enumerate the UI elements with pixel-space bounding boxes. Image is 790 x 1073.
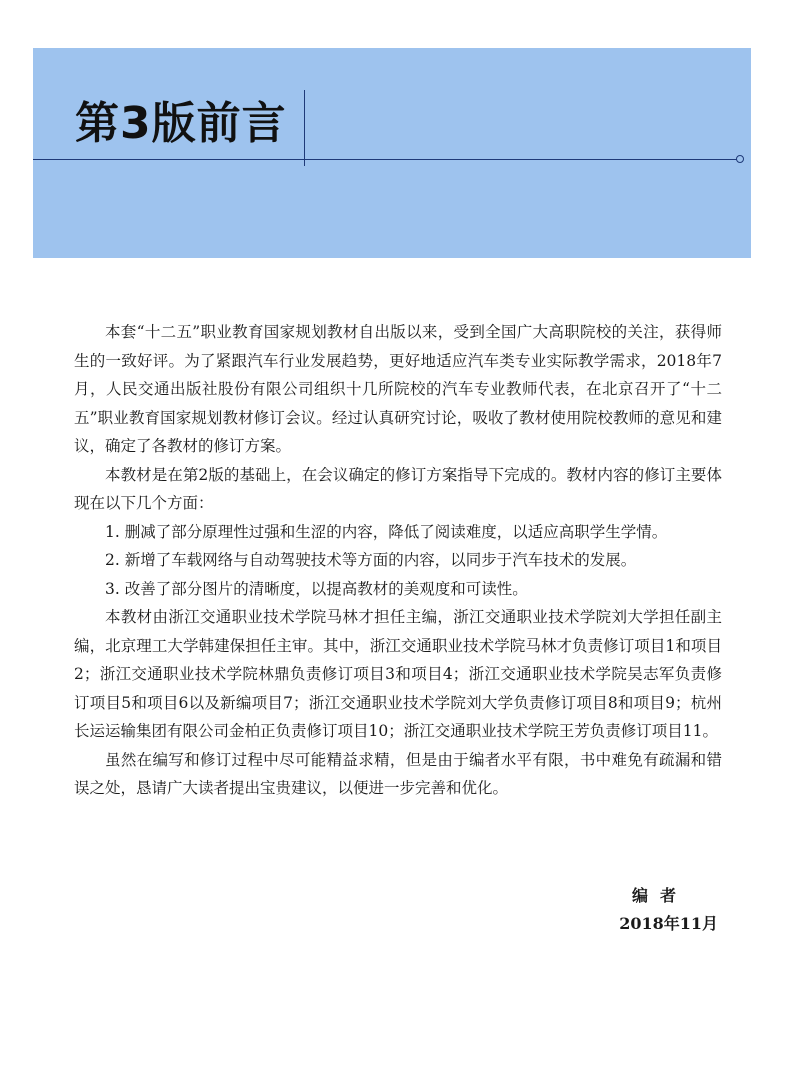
signature-author: 编者 [631, 886, 688, 905]
list-item-1: 1. 删减了部分原理性过强和生涩的内容，降低了阅读难度，以适应高职学生学情。 [105, 522, 668, 541]
header-band [33, 48, 751, 258]
title-underline [33, 159, 738, 160]
signature-block [619, 882, 718, 938]
paragraph-intro: 本套“十二五”职业教育国家规划教材自出版以来，受到全国广大高职院校的关注，获得师生的一致好评。为了紧跟汽车行业发展趋势，更好地适应汽车类专业实际教学需求，2018年7月，人民交通出版社股份有限公司组织十几所院校的汽车专业教师代表，在北京召开了“十二五”职业教育国家规划教材修订会议。经过认真研究讨论，吸收了教材使用院校教师的意见和建议，确定了各教材的修订方案。 [74, 323, 722, 455]
paragraph-authors: 本教材由浙江交通职业技术学院马林才担任主编，浙江交通职业技术学院刘大学担任副主编，北京理工大学韩建保担任主审。其中，浙江交通职业技术学院马林才负责修订项目1和项目2；浙江交通职业技术学院林鼎负责修订项目3和项目4；浙江交通职业技术学院吴志军负责修订项目5和项目6以及新编项目7；浙江交通职业技术学院刘大学负责修订项目8和项目9；杭州长运运输集团有限公司金柏正负责修订项目10；浙江交通职业技术学院王芳负责修订项目11。 [74, 608, 722, 740]
list-item-2: 2. 新增了车载网络与自动驾驶技术等方面的内容，以同步于汽车技术的发展。 [105, 551, 637, 569]
paragraph-closing: 虽然在编写和修订过程中尽可能精益求精，但是由于编者水平有限，书中难免有疏漏和错误之处，恳请广大读者提出宝贵建议，以便进一步完善和优化。 [74, 750, 722, 797]
list-item-3: 3. 改善了部分图片的清晰度，以提高教材的美观度和可读性。 [105, 579, 528, 598]
signature-date: 2018年11月 [619, 914, 718, 933]
underline-end-dot [736, 155, 744, 163]
paragraph-revision-basis: 本教材是在第2版的基础上，在会议确定的修订方案指导下完成的。教材内容的修订主要体现在以下几个方面： [74, 465, 722, 512]
title-divider [304, 90, 305, 166]
preface-body [74, 318, 722, 803]
page-title: 第3版前言 [75, 98, 287, 149]
